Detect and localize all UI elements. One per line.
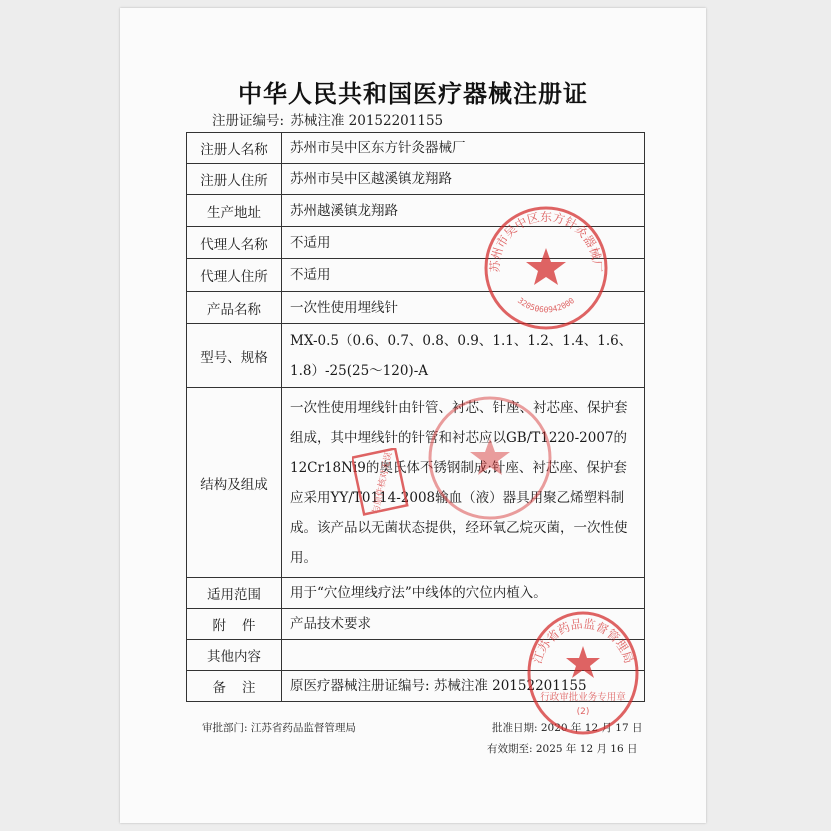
row-label-structure: 结构及组成 (187, 388, 282, 578)
row-label-remarks-text: 备注 (212, 680, 272, 696)
registration-number-value: 苏械注准 20152201155 (290, 113, 444, 129)
certificate-paper (120, 8, 706, 823)
approval-department: 审批部门: 江苏省药品监督管理局 (202, 722, 356, 734)
row-label-agent-address: 代理人住所 (187, 259, 282, 292)
table-row (187, 578, 645, 609)
authority-seal-image (523, 608, 643, 738)
row-value-scope: 用于“穴位埋线疗法”中线体的穴位内植入。 (282, 578, 645, 609)
row-value-structure: 一次性使用埋线针由针管、衬芯、针座、衬芯座、保护套组成，其中埋线针的针管和衬芯应以GB/T1220-2007的12Cr18Ni9的奥氏体不锈钢制成;针座、衬芯座、保护套应采用YY/T0114-2008输血（液）器具用聚乙烯塑料制成。该产品以无菌状态提供，经环氧乙烷灭菌，一次性使用。 (282, 388, 645, 578)
table-row (187, 324, 645, 388)
company-seal-code: 3205060942000 (515, 296, 577, 315)
authority-seal-subtext: 行政审批业务专用章 (540, 692, 626, 703)
approval-date: 批准日期: 2020 年 12 月 17 日 (492, 722, 643, 734)
row-value-agent-name: 不适用 (282, 227, 645, 259)
row-label-other: 其他内容 (187, 640, 282, 671)
company-seal-image-2 (425, 393, 555, 523)
row-label-production-address: 生产地址 (187, 195, 282, 227)
row-label-remarks (187, 671, 282, 702)
row-value-production-address: 苏州越溪镇龙翔路 (282, 195, 645, 227)
valid-until-date: 有效期至: 2025 年 12 月 16 日 (487, 743, 638, 755)
row-label-registrant-name: 注册人名称 (187, 133, 282, 164)
row-label-registrant-address: 注册人住所 (187, 164, 282, 195)
company-seal-image (481, 203, 611, 333)
row-label-product-name: 产品名称 (187, 292, 282, 324)
table-row (187, 164, 645, 195)
authority-seal-number: (2) (576, 707, 590, 717)
table-row (187, 133, 645, 164)
document-title: 中华人民共和国医疗器械注册证 (238, 80, 588, 108)
row-value-attachment: 产品技术要求 (282, 609, 645, 640)
table-row (187, 388, 645, 578)
svg-text:3205060942000 (516, 296, 576, 314)
registration-number-label: 注册证编号: (212, 113, 285, 129)
company-seal-text: 苏州市吴中区东方针灸器械厂 (487, 210, 605, 273)
registration-number-line (212, 109, 445, 129)
row-value-registrant-address: 苏州市吴中区越溪镇龙翔路 (282, 164, 645, 195)
verification-stamp (352, 448, 412, 518)
verification-stamp-text: 与原件核对无误 (371, 451, 395, 516)
row-label-scope: 适用范围 (187, 578, 282, 609)
row-value-product-name: 一次性使用埋线针 (282, 292, 645, 324)
row-value-registrant-name: 苏州市吴中区东方针灸器械厂 (282, 133, 645, 164)
row-label-agent-name: 代理人名称 (187, 227, 282, 259)
row-label-attachment-text: 附件 (212, 618, 272, 634)
row-label-attachment (187, 609, 282, 640)
authority-seal-text: 江苏省药品监督管理局 (530, 616, 636, 666)
row-label-model-spec: 型号、规格 (187, 324, 282, 388)
row-value-remarks: 原医疗器械注册证编号: 苏械注准 20152201155 (282, 671, 645, 702)
row-value-model-spec: MX-0.5（0.6、0.7、0.8、0.9、1.1、1.2、1.4、1.6、1.8）-25(25～120)-A (282, 324, 645, 388)
row-value-agent-address: 不适用 (282, 259, 645, 292)
